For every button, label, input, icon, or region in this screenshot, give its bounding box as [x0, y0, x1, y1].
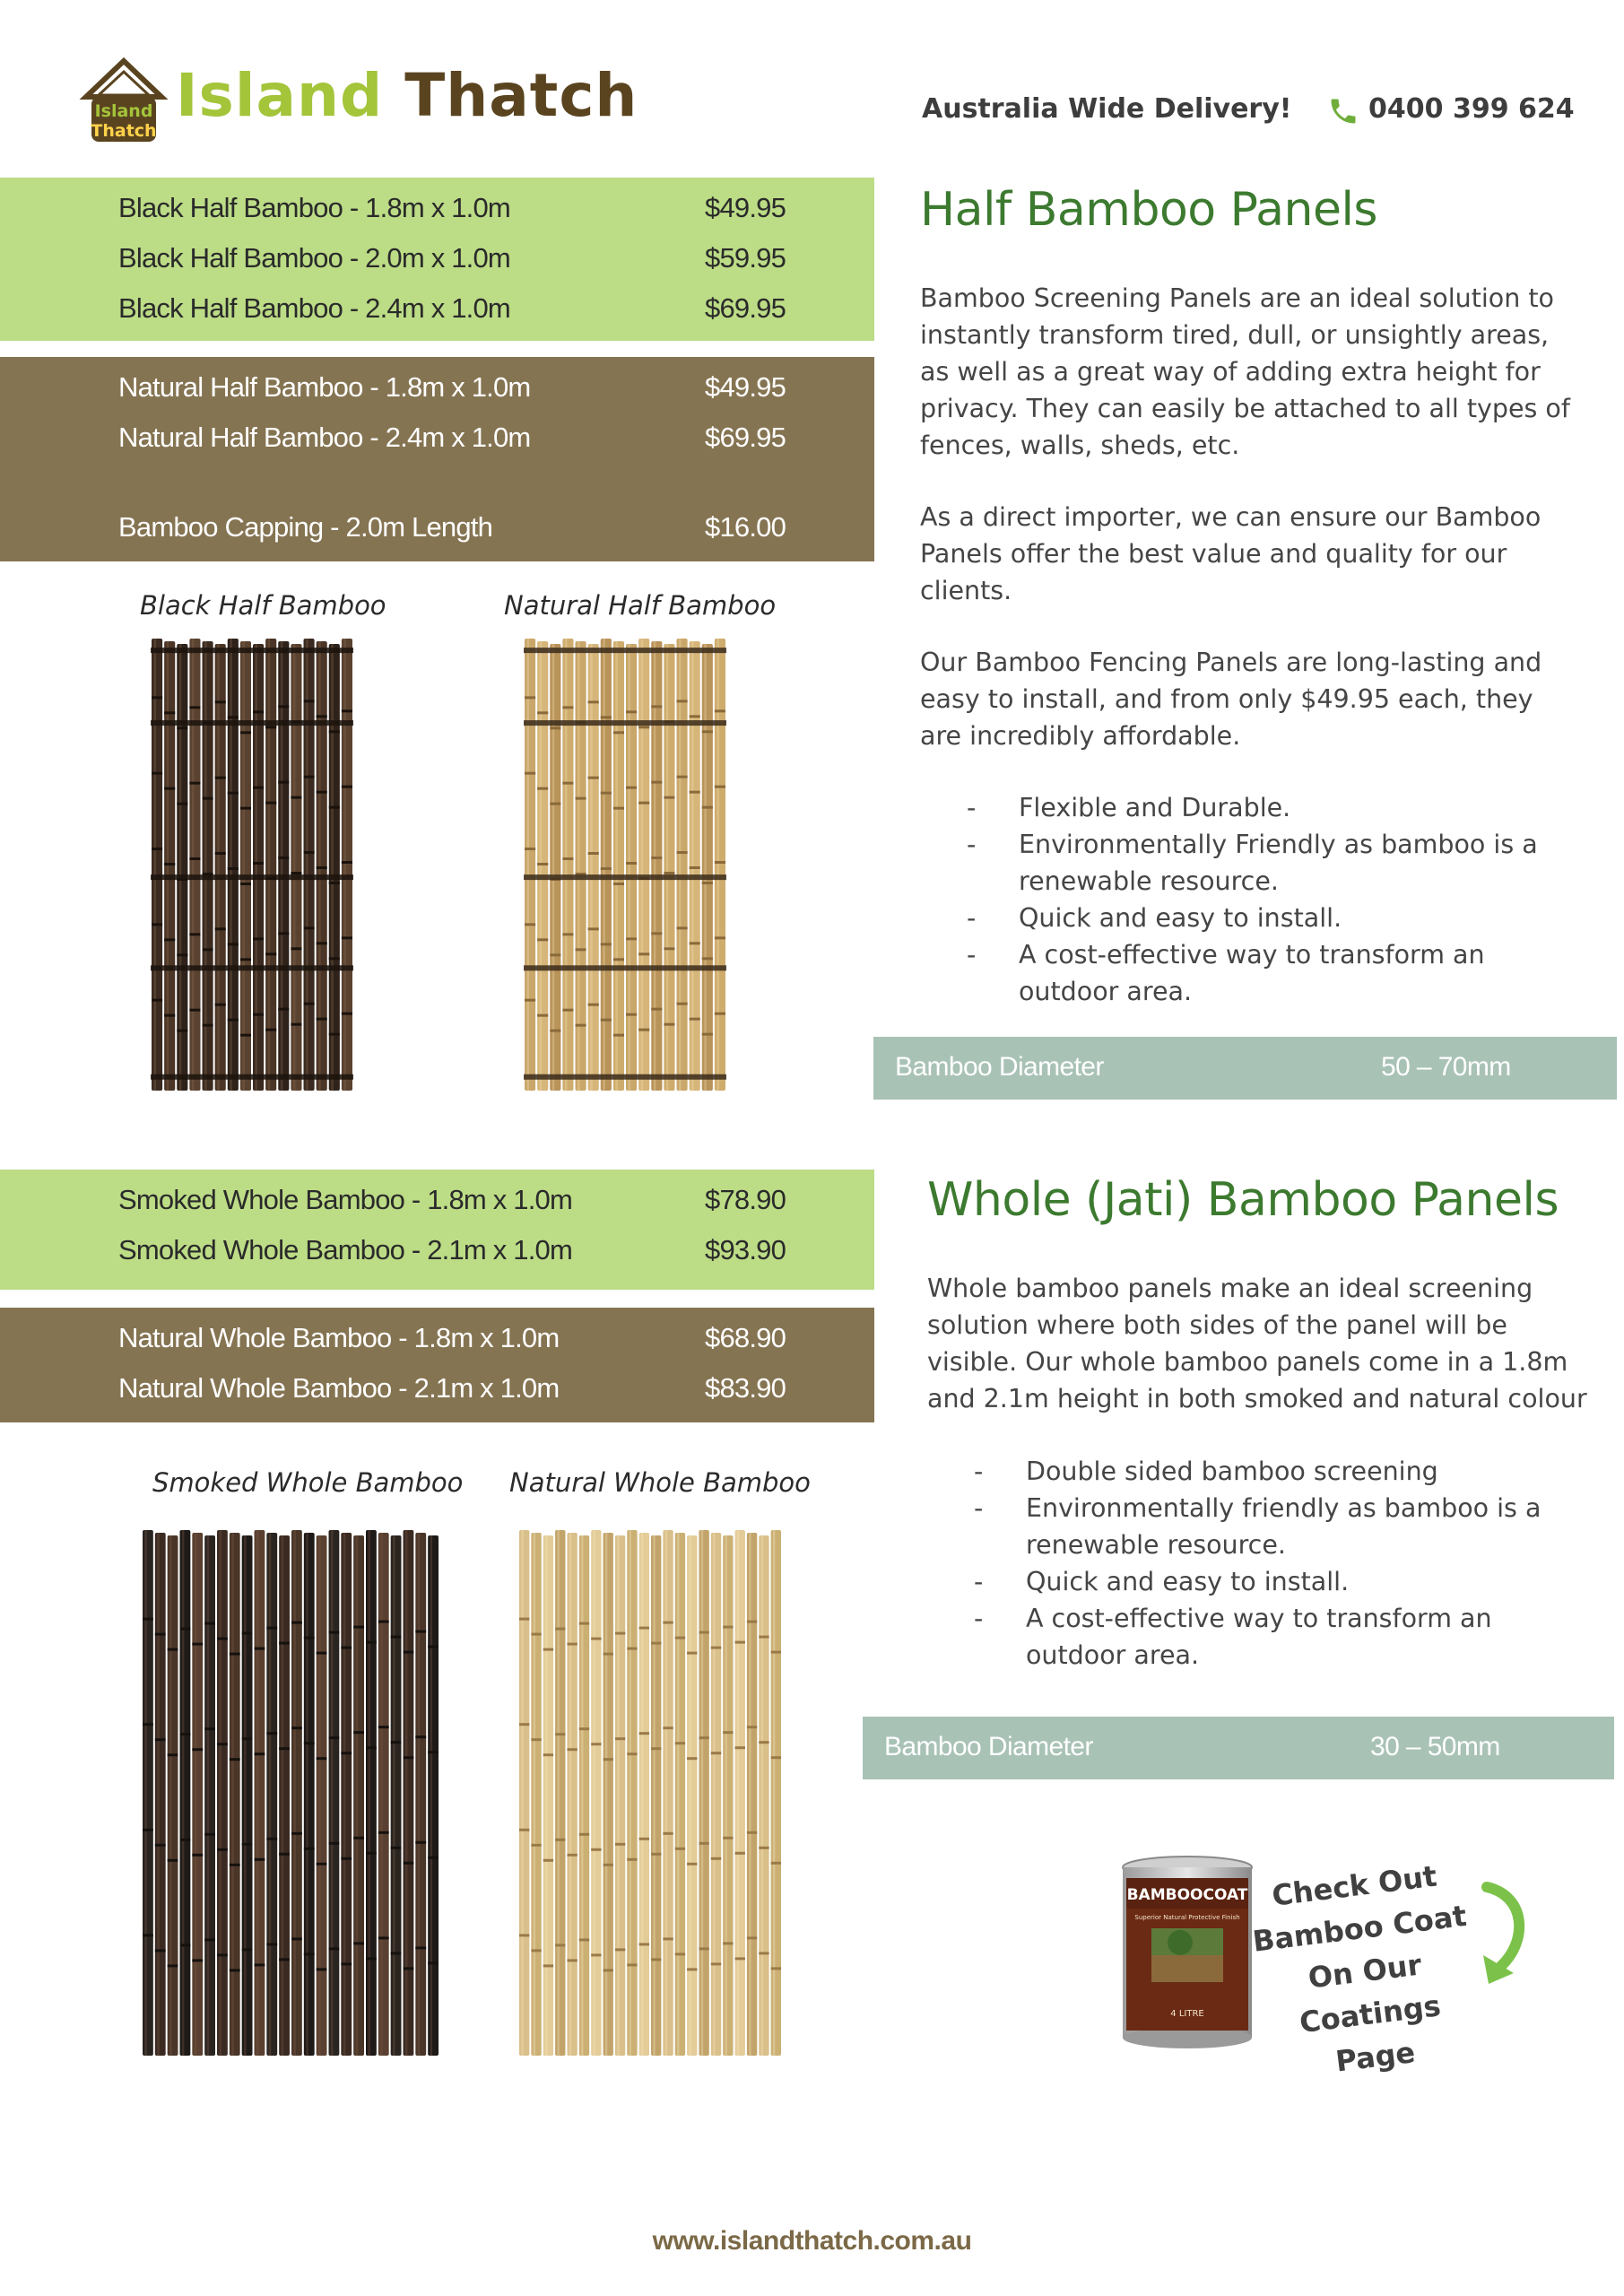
- product-name: Natural Half Bamboo - 1.8m x 1.0m: [118, 371, 531, 403]
- product-name: Smoked Whole Bamboo - 2.1m x 1.0m: [118, 1234, 572, 1265]
- whole-bamboo-paragraph: Whole bamboo panels make an ideal screening solution where both sides of the panel will be visible. Our whole bamboo panels come in a 1.8m and 2.1m height in both smoked and natural colour: [927, 1274, 1587, 1413]
- feature-item: - Quick and easy to install.: [920, 900, 1539, 936]
- caption-black-half: Black Half Bamboo: [140, 590, 386, 621]
- natural-half-bamboo-image: [524, 639, 726, 1092]
- feature-item: - Double sided bamboo screening: [927, 1453, 1546, 1490]
- phone-icon: [1327, 95, 1359, 127]
- brand-word-thatch: Thatch: [404, 61, 638, 130]
- brand-word-island: Island: [176, 61, 384, 130]
- smoked-whole-bamboo-image: [142, 1530, 439, 2057]
- natural-whole-bamboo-image: [518, 1530, 782, 2057]
- whole-bamboo-features: [927, 1453, 1546, 1674]
- price-row-natural-whole-2: [118, 1365, 791, 1412]
- hut-logo-icon: [79, 57, 169, 147]
- price-row-natural-half-2: [118, 414, 791, 461]
- black-half-bamboo-image: [151, 639, 353, 1092]
- product-price: $78.90: [705, 1184, 786, 1215]
- product-price: $16.00: [705, 511, 786, 543]
- footer-website-link[interactable]: www.islandthatch.com.au: [652, 2226, 972, 2256]
- feature-item: - Environmentally Friendly as bamboo is a renewable resource.: [920, 826, 1539, 900]
- delivery-banner: Australia Wide Delivery!: [922, 93, 1292, 125]
- phone-number: 0400 399 624: [1368, 93, 1575, 125]
- paint-can-image: [1116, 1855, 1259, 2052]
- diameter-value: 50 – 70mm: [1381, 1052, 1511, 1082]
- price-row-black-half-3: [118, 285, 791, 332]
- product-name: Black Half Bamboo - 2.0m x 1.0m: [118, 242, 510, 274]
- price-row-black-half-1: [118, 185, 791, 231]
- product-price: $69.95: [705, 422, 786, 453]
- half-bamboo-diameter-bar: [873, 1037, 1617, 1100]
- feature-item: - Environmentally friendly as bamboo is a renewable resource.: [927, 1490, 1546, 1563]
- can-volume-text: 4 LITRE: [1170, 2009, 1204, 2019]
- price-row-natural-whole-1: [118, 1315, 791, 1361]
- product-price: $93.90: [705, 1234, 786, 1265]
- product-name: Smoked Whole Bamboo - 1.8m x 1.0m: [118, 1184, 572, 1215]
- price-row-capping: [118, 504, 791, 551]
- diameter-label: Bamboo Diameter: [884, 1732, 1093, 1761]
- half-bamboo-features: [920, 789, 1539, 1010]
- product-name: Natural Half Bamboo - 2.4m x 1.0m: [118, 422, 531, 453]
- product-price: $59.95: [705, 242, 786, 274]
- product-price: $69.95: [705, 292, 786, 324]
- logo-mark-line-1: Island: [94, 101, 153, 121]
- product-price: $83.90: [705, 1372, 786, 1404]
- product-price: $49.95: [705, 371, 786, 403]
- promo-line: On Our: [1306, 1947, 1424, 1996]
- can-brand-text: BAMBOOCOAT: [1126, 1886, 1248, 1904]
- diameter-label: Bamboo Diameter: [895, 1052, 1104, 1082]
- half-bamboo-paragraph-3: Our Bamboo Fencing Panels are long-lasting and easy to install, and from only $49.95 each, they are incredibly affordable.: [920, 648, 1542, 751]
- half-bamboo-heading: Half Bamboo Panels: [920, 183, 1377, 237]
- logo[interactable]: [79, 57, 638, 147]
- caption-smoked-whole: Smoked Whole Bamboo: [152, 1467, 464, 1498]
- price-row-smoked-whole-1: [118, 1177, 791, 1223]
- product-price: $68.90: [705, 1322, 786, 1353]
- caption-natural-whole: Natural Whole Bamboo: [509, 1467, 811, 1498]
- promo-callout-text: [1245, 1851, 1484, 2091]
- feature-item: - A cost-effective way to transform an outdoor area.: [920, 936, 1539, 1010]
- product-name: Natural Whole Bamboo - 2.1m x 1.0m: [118, 1372, 560, 1404]
- product-name: Black Half Bamboo - 1.8m x 1.0m: [118, 192, 510, 223]
- product-name: Bamboo Capping - 2.0m Length: [118, 511, 493, 543]
- caption-natural-half: Natural Half Bamboo: [504, 590, 777, 621]
- feature-item: - A cost-effective way to transform an outdoor area.: [927, 1600, 1546, 1674]
- whole-bamboo-heading: Whole (Jati) Bamboo Panels: [927, 1173, 1559, 1227]
- promo-line: Check Out: [1270, 1858, 1439, 1913]
- price-row-natural-half-1: [118, 364, 791, 411]
- half-bamboo-paragraph-2: As a direct importer, we can ensure our Bamboo Panels offer the best value and quality for our clients.: [920, 502, 1541, 605]
- price-row-black-half-2: [118, 235, 791, 282]
- promo-line: Bamboo Coat: [1250, 1898, 1469, 1959]
- feature-item: - Flexible and Durable.: [920, 789, 1539, 826]
- bamboocoat-promo[interactable]: [1108, 1844, 1539, 2079]
- curved-arrow-icon: [1471, 1880, 1533, 1987]
- diameter-value: 30 – 50mm: [1370, 1732, 1500, 1761]
- price-row-smoked-whole-2: [118, 1227, 791, 1274]
- feature-item: - Quick and easy to install.: [927, 1563, 1546, 1600]
- product-name: Natural Whole Bamboo - 1.8m x 1.0m: [118, 1322, 560, 1353]
- brand-name: [176, 61, 638, 130]
- half-bamboo-paragraph-1: Bamboo Screening Panels are an ideal solution to instantly transform tired, dull, or unsightly areas, as well as a great way of adding extra height for privacy. They can easily be attached to all types of fences, walls, sheds, etc.: [920, 283, 1570, 460]
- logo-mark-line-2: Thatch: [91, 121, 157, 141]
- product-price: $49.95: [705, 192, 786, 223]
- whole-bamboo-diameter-bar: [863, 1717, 1614, 1779]
- promo-line: Coatings Page: [1298, 1988, 1443, 2079]
- can-subtitle-text: Superior Natural Protective Finish: [1134, 1914, 1240, 1921]
- product-name: Black Half Bamboo - 2.4m x 1.0m: [118, 292, 510, 324]
